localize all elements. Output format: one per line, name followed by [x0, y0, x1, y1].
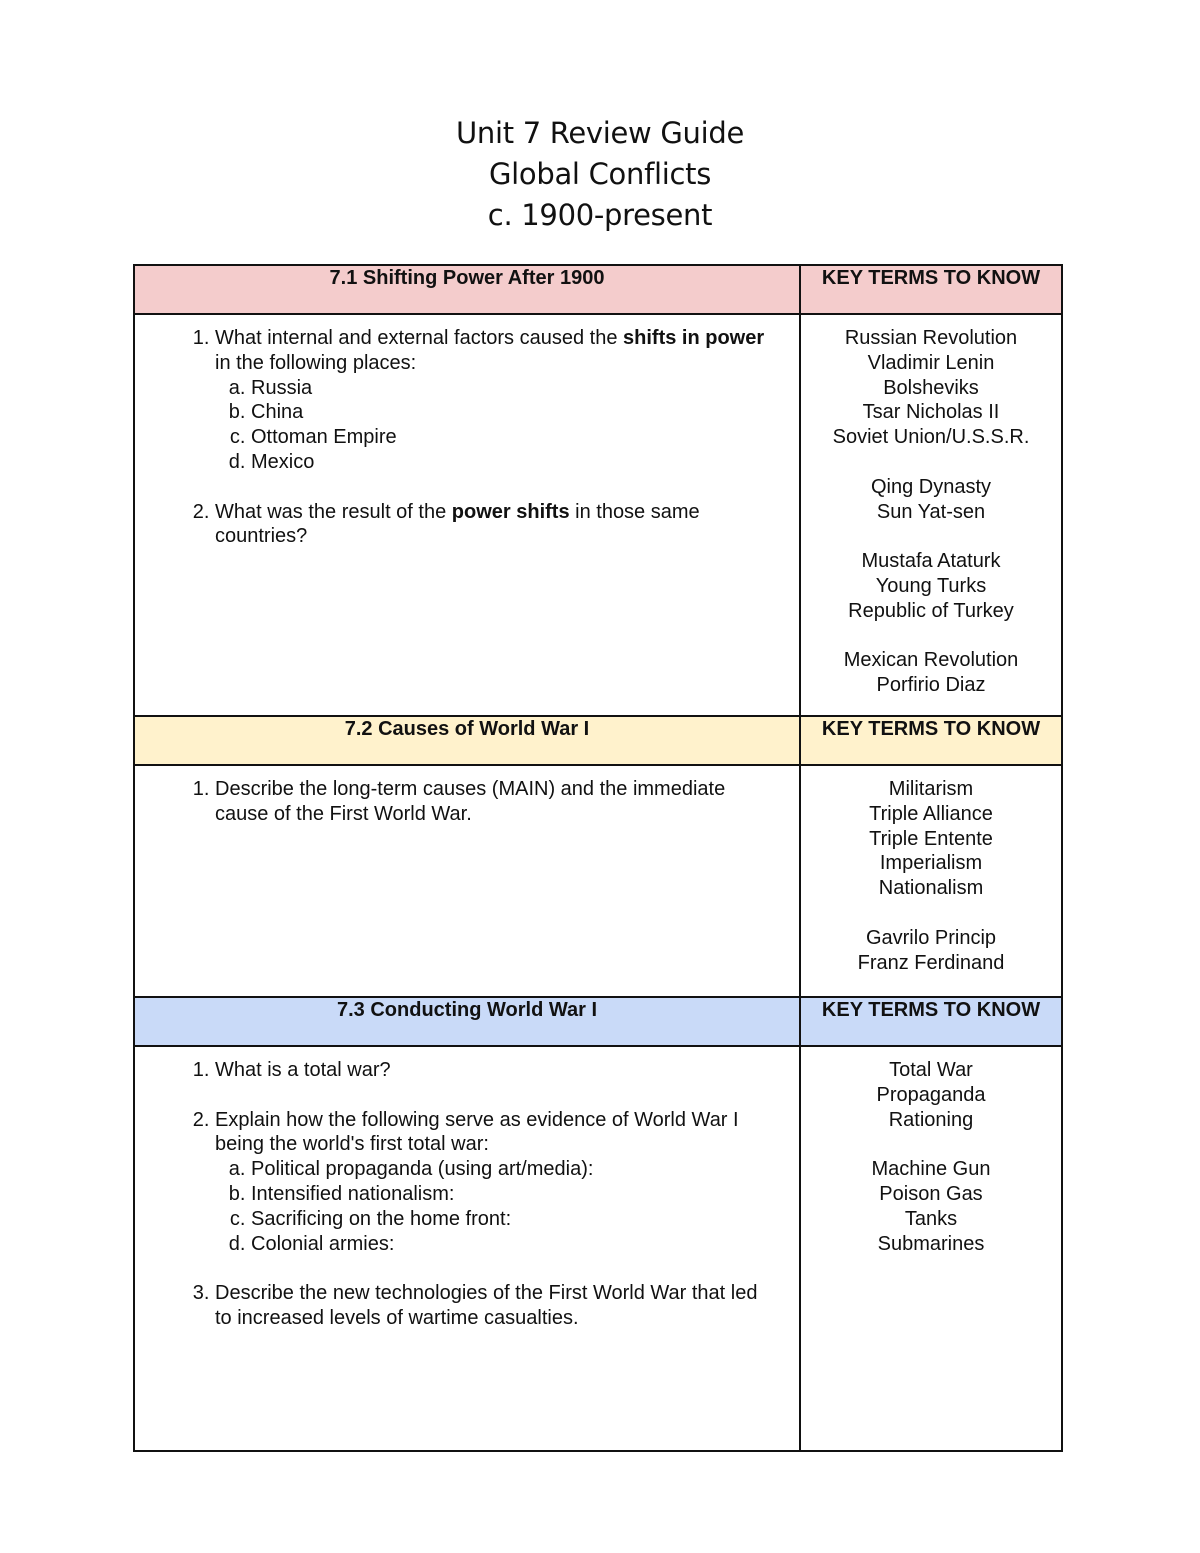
- section-body-row: [134, 765, 1062, 997]
- questions-cell: [134, 314, 800, 716]
- key-term: Militarism: [888, 778, 974, 800]
- sub-item: a. Political propaganda (using art/media):: [251, 1157, 779, 1182]
- key-term: Qing Dynasty: [870, 475, 992, 498]
- key-term: Machine Gun: [871, 1158, 991, 1181]
- question-text: Explain how the following serve as evidence of World War I being the world's first total war:: [215, 1108, 739, 1156]
- spacer: [807, 624, 1055, 649]
- sub-question-list: [215, 1157, 779, 1256]
- spacer: [807, 901, 1055, 926]
- question-text: Describe the new technologies of the First World War that led to increased levels of wartime casualties.: [215, 1282, 758, 1329]
- sub-item: d. Mexico: [251, 450, 779, 475]
- question-item: [215, 500, 779, 550]
- question-text: in the following places:: [215, 351, 417, 374]
- question-item: 1. Describe the long-term causes (MAIN) and the immediate cause of the First World War.: [215, 777, 779, 827]
- sub-item: a. Russia: [251, 376, 779, 401]
- key-term: Republic of Turkey: [848, 599, 1014, 622]
- title-line-2: Global Conflicts: [488, 157, 712, 191]
- sub-item: b. China: [251, 400, 779, 425]
- key-term: Triple Entente: [869, 827, 993, 850]
- key-term: Poison Gas: [879, 1182, 983, 1205]
- question-bold-text: power shifts: [451, 500, 570, 523]
- section-header-row: [134, 716, 1062, 765]
- section-title: 7.1 Shifting Power After 1900: [134, 265, 800, 314]
- question-list: [181, 777, 779, 827]
- question-bold-text: shifts in power: [623, 327, 765, 349]
- question-text: in those same countries?: [215, 500, 700, 548]
- sub-question-list: [215, 376, 779, 475]
- key-term: Russian Revolution: [844, 327, 1018, 349]
- sub-item: c. Ottoman Empire: [251, 425, 779, 450]
- key-terms-header: KEY TERMS TO KNOW: [800, 716, 1062, 765]
- question-text: What internal and external factors caused the: [215, 327, 624, 349]
- key-term: Rationing: [888, 1108, 974, 1131]
- key-terms-cell: [800, 1046, 1062, 1451]
- key-term: Sun Yat-sen: [876, 500, 986, 523]
- title-line-1: Unit 7 Review Guide: [455, 116, 745, 150]
- key-term: Gavrilo Princip: [865, 926, 997, 949]
- question-list: [181, 326, 779, 549]
- question-text: What is a total war?: [215, 1059, 391, 1081]
- section-title: 7.3 Conducting World War I: [134, 997, 800, 1046]
- questions-cell: [134, 765, 800, 997]
- key-terms-cell: [800, 314, 1062, 716]
- sub-item: d. Colonial armies:: [251, 1232, 779, 1257]
- question-item: [215, 1281, 779, 1331]
- key-term: Mexican Revolution: [843, 649, 1019, 672]
- section-header-row: [134, 265, 1062, 314]
- key-term: Propaganda: [876, 1083, 986, 1106]
- key-term: Porfirio Diaz: [876, 674, 986, 697]
- sub-item: b. Intensified nationalism:: [251, 1182, 779, 1207]
- key-term: Triple Alliance: [869, 802, 993, 825]
- key-term: Nationalism: [878, 877, 984, 900]
- document-title: [0, 113, 1200, 236]
- section-title: 7.2 Causes of World War I: [134, 716, 800, 765]
- key-term: Tanks: [904, 1207, 958, 1230]
- key-term: Young Turks: [875, 574, 987, 597]
- sub-item: c. Sacrificing on the home front:: [251, 1207, 779, 1232]
- question-list: [181, 1058, 779, 1331]
- question-item: [215, 1108, 779, 1257]
- spacer: [807, 1132, 1055, 1157]
- key-term: Tsar Nicholas II: [862, 401, 1000, 424]
- key-term: Submarines: [877, 1232, 985, 1255]
- key-term: Total War: [889, 1059, 973, 1081]
- key-term: Franz Ferdinand: [857, 951, 1005, 974]
- question-item: [215, 1058, 779, 1083]
- spacer: [807, 450, 1055, 475]
- spacer: [807, 524, 1055, 549]
- question-item: [215, 326, 779, 475]
- section-header-row: [134, 997, 1062, 1046]
- section-body-row: [134, 314, 1062, 716]
- questions-cell: [134, 1046, 800, 1451]
- key-term: Soviet Union/U.S.S.R.: [832, 426, 1030, 449]
- question-text: What was the result of the: [215, 500, 452, 523]
- key-terms-header: KEY TERMS TO KNOW: [800, 997, 1062, 1046]
- section-body-row: [134, 1046, 1062, 1451]
- key-term: Vladimir Lenin: [867, 351, 995, 374]
- key-term: Mustafa Ataturk: [861, 550, 1001, 573]
- title-line-3: c. 1900-present: [487, 198, 713, 232]
- key-terms-header: KEY TERMS TO KNOW: [800, 265, 1062, 314]
- review-table: [133, 264, 1063, 1452]
- key-term: Imperialism: [879, 852, 983, 875]
- key-terms-cell: [800, 765, 1062, 997]
- key-term: Bolsheviks: [883, 376, 979, 399]
